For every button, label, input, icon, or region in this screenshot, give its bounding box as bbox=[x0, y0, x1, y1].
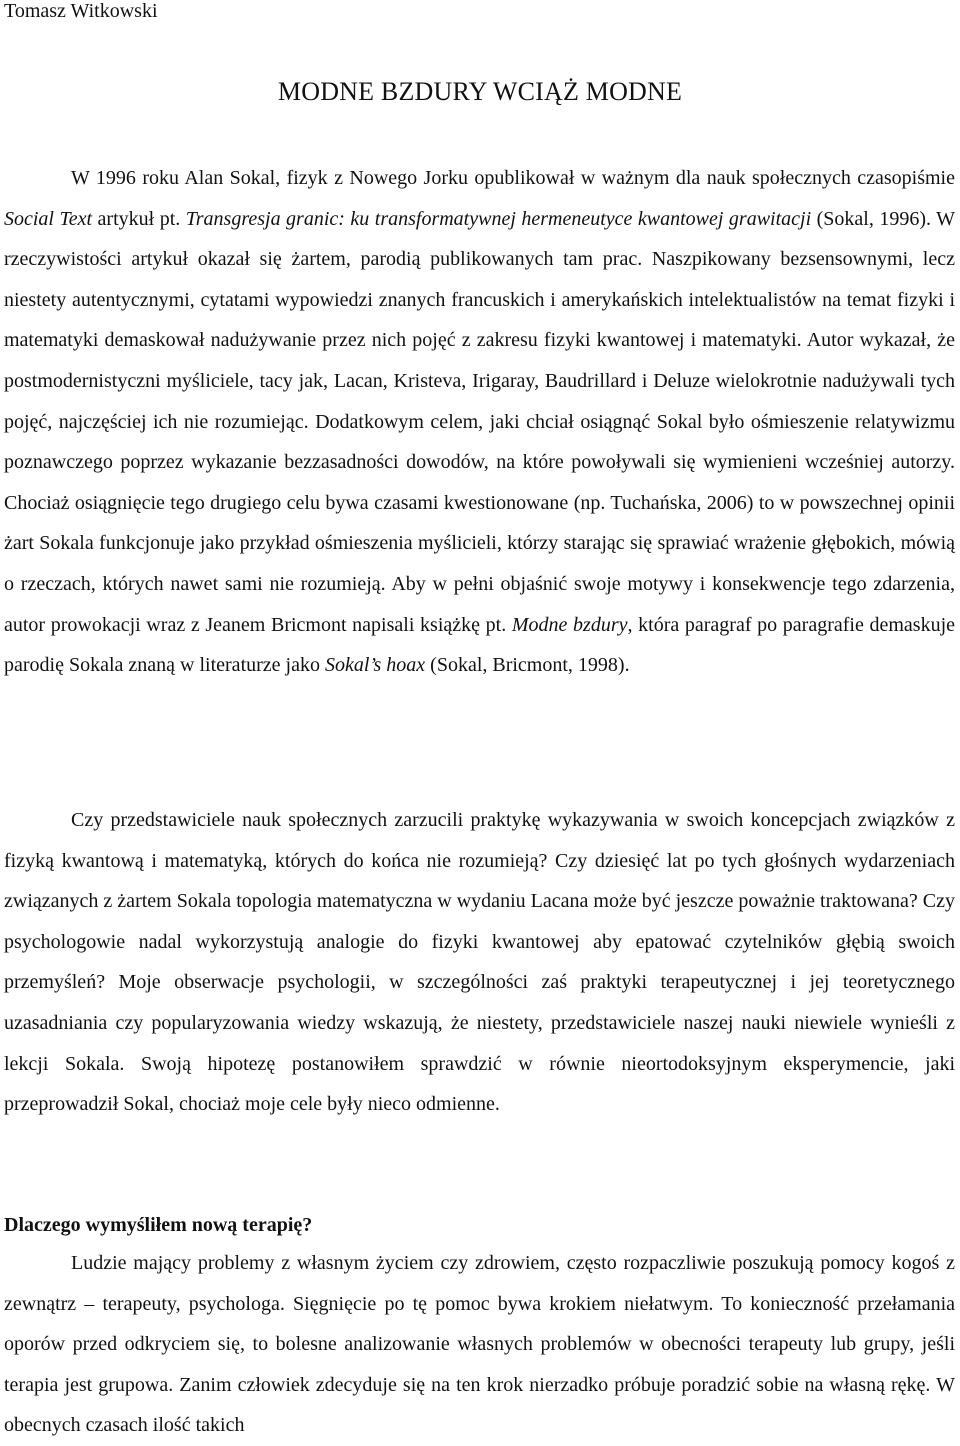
section-heading: Dlaczego wymyśliłem nową terapię? bbox=[4, 1214, 313, 1236]
article-title: Transgresja granic: ku transformatywnej hermeneutyce kwantowej grawitacji bbox=[185, 207, 812, 230]
questions-section bbox=[4, 800, 955, 1125]
journal-title: Social Text bbox=[4, 207, 93, 230]
author-name: Tomasz Witkowski bbox=[4, 0, 158, 22]
paragraph-text: (Sokal, 1996). W rzeczywistości artykuł okazał się żartem, parodią publikowanych tam prac. Naszpikowany bezsensownymi, lecz niestety autentycznymi, cytatami wypowiedzi znanych francuskich i amerykańskich intelektualistów na temat fizyki i matematyki demaskował nadużywanie przez nich pojęć z zakresu fizyki kwantowej i matematyki. Autor wykazał, że postmodernistyczni myśliciele, tacy jak, Lacan, Kristeva, Irigaray, Baudrillard i Deluze wielokrotnie nadużywali tych pojęć, najczęściej ich nie rozumiejąc. Dodatkowym celem, jaki chciał osiągnąć Sokal było ośmieszenie relatywizmu poznawczego poprzez wykazanie bezzasadności dowodów, na które powoływali się wymienieni wcześniej autorzy. Chociaż osiągnięcie tego drugiego celu bywa czasami kwestionowane (np. Tuchańska, 2006) to w powszechnej opinii żart Sokala funkcjonuje jako przykład ośmieszenia myślicieli, którzy starając się sprawiać wrażenie głębokich, mówią o rzeczach, których nawet sami nie rozumieją. Aby w pełni objaśnić swoje motywy i konsekwencje tego zdarzenia, autor prowokacji wraz z Jeanem Bricmont napisali książkę pt. bbox=[4, 207, 955, 636]
document-title: MODNE BZDURY WCIĄŻ MODNE bbox=[277, 77, 683, 106]
hoax-name: Sokal’s hoax bbox=[324, 654, 426, 677]
paragraph-text: artykuł pt. bbox=[92, 207, 186, 230]
intro-section bbox=[4, 158, 955, 686]
paragraph-text: , która paragraf po paragrafie demaskuje parodię Sokala znaną w literaturze jako bbox=[4, 613, 956, 677]
paragraph-questions: Czy przedstawiciele nauk społecznych zarzucili praktykę wykazywania w swoich koncepcjach związków z fizyką kwantową i matematyką, których do końca nie rozumieją? Czy dziesięć lat po tych głośnych wydarzeniach związanych z żartem Sokala topologia matematyczna w wydaniu Lacana może być jeszcze poważnie traktowana? Czy psychologowie nadal wykorzystują analogie do fizyki kwantowej aby epatować czytelników głębią swoich przemyśleń? Moje obserwacje psychologii, w szczególności zaś praktyki terapeutycznej i jej teoretycznego uzasadniania czy popularyzowania wiedzy wskazują, że niestety, przedstawiciele naszej nauki niewiele wynieśli z lekcji Sokala. Swoją hipotezę postanowiłem sprawdzić w równie nieortodoksyjnym eksperymencie, jaki przeprowadził Sokal, chociaż moje cele były nieco odmienne. bbox=[4, 809, 955, 1116]
paragraph-sokal-intro bbox=[4, 158, 955, 686]
paragraph-therapy: Ludzie mający problemy z własnym życiem czy zdrowiem, często rozpaczliwie poszukują pomocy kogoś z zewnątrz – terapeuty, psychologa. Sięgnięcie po tę pomoc bywa krokiem niełatwym. To konieczność przełamania oporów przed odkryciem się, to bolesne analizowanie własnych problemów w obecności terapeuty lub grupy, jeśli terapia jest grupowa. Zanim człowiek zdecyduje się na ten krok nierzadko próbuje poradzić sobie na własną rękę. W obecnych czasach ilość takich bbox=[4, 1252, 955, 1437]
paragraph-text: (Sokal, Bricmont, 1998). bbox=[425, 654, 630, 677]
paragraph-text: W 1996 roku Alan Sokal, fizyk z Nowego Jorku opublikował w ważnym dla nauk społecznych czasopiśmie bbox=[71, 167, 955, 189]
therapy-section bbox=[4, 1243, 955, 1446]
book-title: Modne bzdury bbox=[511, 613, 628, 636]
